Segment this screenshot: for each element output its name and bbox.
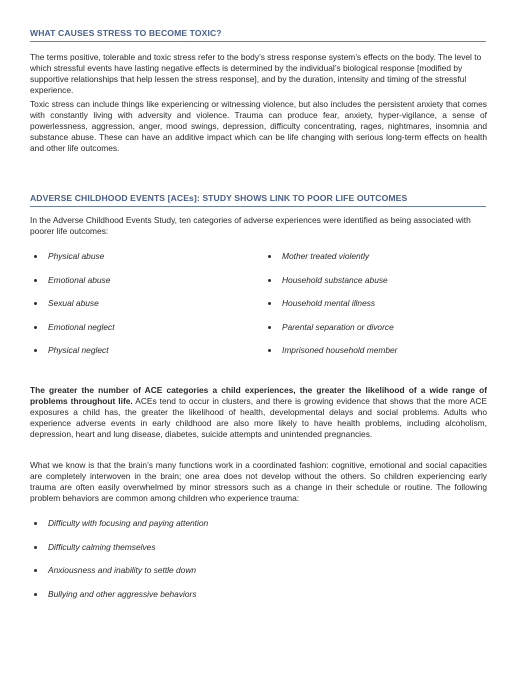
bullet-icon (268, 302, 271, 305)
bullet-icon (34, 569, 37, 572)
paragraph-brain-functions: What we know is that the brain’s many functions work in a coordinated fashion: cognitive, emotional and social capacities are completely interwoven in the brain; one area does not develop without the others. So children experiencing early trauma are often easily overwhelmed by minor stressors such as a change in their schedule or routine. The following problem behaviors are common among children who experience trauma: (30, 460, 487, 504)
list-item: Parental separation or divorce (264, 322, 486, 346)
bullet-icon (268, 255, 271, 258)
ace-categories-right-list (264, 251, 486, 369)
bullet-icon (268, 349, 271, 352)
list-item: Household substance abuse (264, 275, 486, 299)
bullet-icon (34, 255, 37, 258)
paragraph-body: ACEs tend to occur in clusters, and there is growing evidence that shows that the more ACE exposures a child has, the greater the likelihood of health, developmental delays and social problems. Adults who experience adverse events in early childhood are also more likely to have health problems, including alcoholism, depression, heart and lung disease, diabetes, suicide attempts and unintended pregnancies. (30, 396, 487, 440)
bullet-icon (268, 279, 271, 282)
list-item: Anxiousness and inability to settle down (30, 565, 470, 589)
bullet-icon (34, 522, 37, 525)
paragraph-ace-likelihood (30, 385, 487, 440)
bullet-icon (34, 593, 37, 596)
ace-categories-left-list (30, 251, 250, 369)
bullet-icon (34, 279, 37, 282)
list-item: Difficulty with focusing and paying attention (30, 518, 470, 542)
section-heading-toxic-stress: WHAT CAUSES STRESS TO BECOME TOXIC? (30, 28, 486, 42)
list-item: Household mental illness (264, 298, 486, 322)
bullet-icon (268, 326, 271, 329)
list-item: Emotional neglect (30, 322, 250, 346)
bullet-icon (34, 302, 37, 305)
list-item: Sexual abuse (30, 298, 250, 322)
paragraph-aces-intro: In the Adverse Childhood Events Study, ten categories of adverse experiences were identified as being associated with poorer life outcomes: (30, 215, 471, 237)
list-item: Physical neglect (30, 345, 250, 369)
list-item: Bullying and other aggressive behaviors (30, 589, 470, 613)
bullet-icon (34, 326, 37, 329)
paragraph-stress-terms: The terms positive, tolerable and toxic stress refer to the body’s stress response system’s effects on the body. The level to which stressful events have lasting negative effects is determined by the individual’s biological response [modified by supportive relationships that help lessen the stress response], and by the duration, intensity and timing of the stressful experience. (30, 52, 482, 96)
list-item: Mother treated violently (264, 251, 486, 275)
lead-sentence: The greater the number of ACE categories a child experiences, the greater the likelihood of a wide range of problems throughout life. (30, 385, 487, 407)
bullet-icon (34, 546, 37, 549)
list-item: Difficulty calming themselves (30, 542, 470, 566)
list-item: Emotional abuse (30, 275, 250, 299)
problem-behaviors-list (30, 518, 470, 612)
paragraph-toxic-stress: Toxic stress can include things like experiencing or witnessing violence, but also includes the persistent anxiety that comes with constantly living with adversity and violence. Trauma can produce fear, anxiety, hyper-vigilance, a sense of powerlessness, aggression, anger, mood swings, depression, difficulty concentrating, rages, nightmares, insomnia and substance abuse. These can have an additive impact which can be life changing with serious long-term effects on health and other life outcomes. (30, 99, 487, 154)
list-item: Physical abuse (30, 251, 250, 275)
list-item: Imprisoned household member (264, 345, 486, 369)
bullet-icon (34, 349, 37, 352)
section-heading-aces: ADVERSE CHILDHOOD EVENTS [ACEs]: STUDY SHOWS LINK TO POOR LIFE OUTCOMES (30, 193, 486, 207)
